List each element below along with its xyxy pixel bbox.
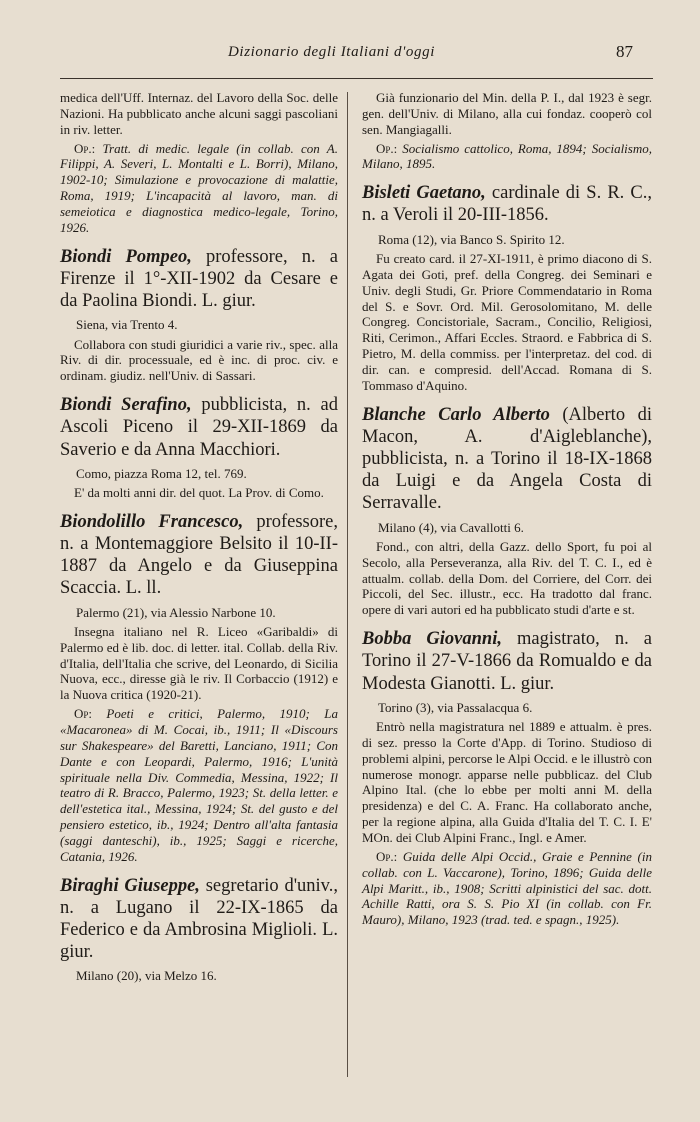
entry-paragraph: Insegna italiano nel R. Liceo «Garibaldi» di Palermo ed è lib. doc. di letter. ital. Collab. della Riv. d'Italia, dell'Italia che scrive, del Leonardo, di Sicilia Nuova, ecc., diresse già le riv. Il Corbaccio (1912) e la Nuova critica (1920-21).: [60, 623, 338, 703]
works-list: [60, 141, 338, 236]
entry-heading: [362, 182, 652, 226]
running-header-title: Dizionario degli Italiani d'oggi: [228, 44, 435, 60]
entry-name: Biondolillo Francesco,: [60, 511, 244, 532]
entry-address: Roma (12), via Banco S. Spirito 12.: [378, 231, 565, 247]
continued-entry: [60, 90, 338, 236]
entry-name: Biondi Pompeo,: [60, 246, 192, 267]
entry-description: cardinale di S. R. C., n. a Veroli il 20-III-1856.: [362, 183, 652, 226]
entry-address: Milano (20), via Melzo 16.: [76, 968, 217, 984]
entry-name: Bobba Giovanni,: [362, 629, 502, 650]
entry-heading: [362, 628, 652, 695]
works-list: [362, 849, 652, 928]
entry-description: magistrato, n. a Torino il 27-V-1866 da Romualdo e da Modesta Gianotti. L. giur.: [362, 629, 652, 694]
entry-bobba-giovanni: [362, 628, 652, 928]
works-label: Op.:: [376, 140, 398, 156]
entry-address: Siena, via Trento 4.: [76, 317, 178, 333]
entry-biondi-serafino: [60, 394, 338, 501]
works-text: Guida delle Alpi Occid., Graie e Pennine (in collab. con L. Vaccarone), Torino, 1896; Guida delle Alpi Maritt., ib., 1908; Scritti alpinistici del sac. dott. Achille Ratti, ora S. S. Pio XI (in collab. con Fr. Mauro), Milano, 1923 (trad. ted. e spagn., 1925).: [362, 848, 652, 928]
entry-biondi-pompeo: [60, 246, 338, 384]
entry-description: segretario d'univ., n. a Lugano il 22-IX-1865 da Federico e da Ambrosina Miglioli. L. giur.: [60, 875, 338, 963]
left-column: [60, 90, 338, 995]
entry-biondolillo-francesco: [60, 511, 338, 865]
works-label: Op.:: [74, 140, 96, 156]
entry-description: professore, n. a Montemaggiore Belsito il 10-II-1887 da Angelo e da Giuseppina Scaccia. L. ll.: [60, 511, 338, 599]
entry-heading: [60, 394, 338, 461]
entry-paragraph: Entrò nella magistratura nel 1889 e attualm. è pres. di sez. presso la Corte d'App. di Torino. Studioso di problemi alpini, percorse le Alpi Occid. e le illustrò con numerose monogr. apparse nelle pubblicaz. del Club Alpino Ital. (che lo ebbe per molti anni M. della presidenza) e del C. A. Franc. Ha collaborato anche, per la regione alpina, alla Guida d'Italia del T. C. I. E' MOn. dei Club Alpini Franc., Ingl. e Amer.: [362, 718, 652, 845]
entry-blanche-carlo-alberto: [362, 404, 652, 618]
entry-description: pubblicista, n. ad Ascoli Piceno il 29-XII-1869 da Saverio e da Anna Macchiori.: [60, 395, 338, 460]
entry-heading: [60, 511, 338, 600]
entry-name: Biraghi Giuseppe,: [60, 875, 200, 896]
entry-heading: [60, 246, 338, 313]
entry-biraghi-giuseppe: [60, 875, 338, 985]
entry-name: Bisleti Gaetano,: [362, 183, 486, 204]
entry-description: professore, n. a Firenze il 1°-XII-1902 da Cesare e da Paolina Biondi. L. giur.: [60, 246, 339, 312]
entry-address: Torino (3), via Passalacqua 6.: [378, 699, 533, 715]
entry-paragraph: Fu creato card. il 27-XI-1911, è primo diacono di S. Agata dei Goti, pref. della Congreg. dei Seminari e Univ. degli Studi, Gr. Priore Commendatario in Roma del S. e Sovr. Ord. Mil. Gerosolomitano, M. delle Congreg. Concistoriale, Sacram., Concilio, Religiosi, Riti, Cerimon., Affari Eccles. Straord. e Fabbrica di S. Pietro, M. della commiss. per l'interpretaz. del cod. di dir. can. e compresid. dell'Accad. Romana di S. Tommaso d'Aquino.: [362, 250, 652, 393]
entry-heading: [362, 404, 652, 515]
right-column: [362, 90, 652, 938]
works-text: Tratt. di medic. legale (in collab. con A. Filippi, A. Severi, L. Montalti e L. Borri), Milano, 1902-10; Simulazione e provocazione di malattie, Roma, 1919; L'incapacità al lavoro, man. di semeiotica e diagnostica medico-legale, Torino, 1926.: [60, 140, 338, 235]
entry-bisleti-gaetano: [362, 182, 652, 393]
continued-entry: [362, 90, 652, 172]
entry-heading: [60, 875, 338, 964]
entry-description: (Alberto di Macon, A. d'Aigleblanche), pubblicista, n. a Torino il 18-IX-1868 da Luigi e da Angela Costa di Serravalle.: [362, 404, 652, 514]
column-divider: [347, 92, 348, 1077]
page-number: 87: [616, 42, 633, 61]
works-label: Op.:: [376, 848, 398, 864]
works-list: [362, 141, 652, 173]
works-label: Op:: [74, 706, 93, 722]
works-list: [60, 706, 338, 865]
entry-address: Palermo (21), via Alessio Narbone 10.: [76, 604, 276, 620]
entry-address: Como, piazza Roma 12, tel. 769.: [76, 465, 247, 481]
works-text: Poeti e critici, Palermo, 1910; La «Macaronea» di M. Cocai, ib., 1911; Il «Discours sur Shakespeare» del Baretti, Lanciano, 1911; Con Dante e con Leopardi, Palermo, 1916; L'unità spirituale nella Div. Commedia, Messina, 1922; Il teatro di R. Bracco, Palermo, 1923; St. della letter. e dell'estetica ital., Messina, 1924; St. del gusto e del pensiero estetico, ib., 1924; Dentro all'alta fantasia (saggi danteschi), ib., 1925; Saggi e ricerche, Catania, 1926.: [60, 706, 338, 864]
entry-paragraph: Fond., con altri, della Gazz. dello Sport, fu poi al Secolo, alla Perseveranza, alla Riv. del T. C. I., ed è attualm. collab. della Dom. del Corriere, del Corr. dei Piccoli, del Sec. illustr., ecc. Ha tradotto dal franc. opere di vari autori ed ha pubblicato studi d'arte e st.: [362, 538, 652, 618]
entry-paragraph: Collabora con studi giuridici a varie riv., spec. alla Riv. di dir. processuale, ed è inc. di proc. civ. e ordinam. giudiz. nell'Univ. di Sassari.: [60, 336, 338, 384]
entry-paragraph: E' da molti anni dir. del quot. La Prov. di Como.: [74, 484, 324, 500]
header-rule: [60, 78, 653, 79]
entry-paragraph: medica dell'Uff. Internaz. del Lavoro della Soc. delle Nazioni. Ha pubblicato anche alcuni saggi pascoliani in riv. letter.: [60, 90, 338, 137]
entry-paragraph: Già funzionario del Min. della P. I., dal 1923 è segr. gen. dell'Univ. di Milano, alla cui fondaz. cooperò col sen. Mangiagalli.: [362, 90, 652, 137]
works-text: Socialismo cattolico, Roma, 1894; Socialismo, Milano, 1895.: [362, 140, 652, 172]
entry-address: Milano (4), via Cavallotti 6.: [378, 519, 524, 535]
entry-name: Biondi Serafino,: [60, 395, 192, 416]
entry-name: Blanche Carlo Alberto: [362, 404, 550, 425]
